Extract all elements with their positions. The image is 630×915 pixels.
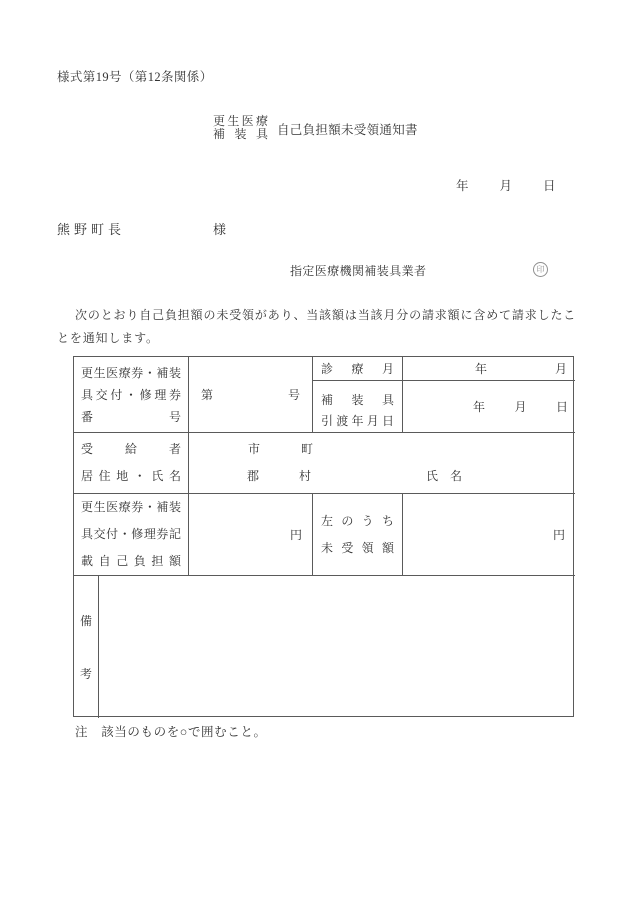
- cell-medical-month-value: [403, 357, 575, 381]
- title-option-medical: 更生医療: [213, 114, 268, 128]
- cell-copay-amount: [189, 494, 313, 576]
- cell-delivery-date-value: [403, 381, 575, 433]
- ticket-number-suffix: 号: [287, 388, 300, 402]
- title-option-prosthetic: 補装具: [213, 127, 268, 141]
- addressee-line: [57, 219, 226, 238]
- title-main: 自己負担額未受領通知書: [277, 123, 418, 137]
- form-table: [73, 356, 574, 717]
- document-title: [213, 115, 418, 141]
- title-options: [213, 115, 268, 141]
- year-label: 年: [475, 362, 488, 376]
- village-label: 村: [299, 469, 312, 483]
- month-label: 月: [554, 362, 567, 376]
- county-label: 郡: [247, 469, 260, 483]
- cell-ticket-number-value: [189, 357, 313, 433]
- addressee-name: 熊野町長: [57, 222, 126, 237]
- year-label: 年: [473, 400, 486, 414]
- ticket-number-prefix: 第: [201, 388, 214, 402]
- cell-unreceived-amount: [403, 494, 575, 576]
- yen-unit-label: 円: [552, 528, 565, 542]
- recipient-address-line-1: [189, 436, 575, 463]
- cell-medical-month-label: 診療月: [313, 357, 403, 381]
- footer-note: 注 該当のものを○で囲むこと。: [75, 725, 267, 739]
- cell-remarks-value: [99, 576, 575, 718]
- cell-ticket-number-label: 更生医療券・補装 具交付・修理券 番号: [74, 357, 189, 433]
- seal-icon: 印: [533, 262, 548, 277]
- issuer-label: 指定医療機関補装具業者: [290, 264, 427, 278]
- body-line-2: とを通知します。: [57, 331, 159, 345]
- day-label: 日: [543, 179, 556, 193]
- honorific: 様: [213, 222, 227, 237]
- recipient-address-line-2: [189, 463, 575, 490]
- month-label: 月: [499, 179, 513, 193]
- town-label: 町: [301, 442, 314, 456]
- year-label: 年: [456, 179, 469, 193]
- name-label: 氏 名: [426, 469, 463, 483]
- cell-recipient-value: [189, 433, 575, 494]
- yen-unit-label: 円: [289, 528, 302, 542]
- date-line: [456, 176, 556, 194]
- city-label: 市: [248, 442, 261, 456]
- cell-remarks-label: 備 考: [74, 576, 99, 718]
- form-number: 様式第19号（第12条関係）: [57, 70, 213, 84]
- cell-copay-label: 更生医療券・補装 具交付・修理券記 載自己負担額: [74, 494, 189, 576]
- month-label: 月: [514, 400, 527, 414]
- day-label: 日: [555, 400, 568, 414]
- body-paragraph: [57, 304, 576, 350]
- cell-delivery-date-label: 補装具 引渡年月日: [313, 381, 403, 433]
- cell-recipient-label: 受給者 居住地・氏名: [74, 433, 189, 494]
- cell-unreceived-label: 左のうち 未受領額: [313, 494, 403, 576]
- body-line-1: 次のとおり自己負担額の未受領があり、当該額は当該月分の請求額に含めて請求したこ: [75, 308, 577, 322]
